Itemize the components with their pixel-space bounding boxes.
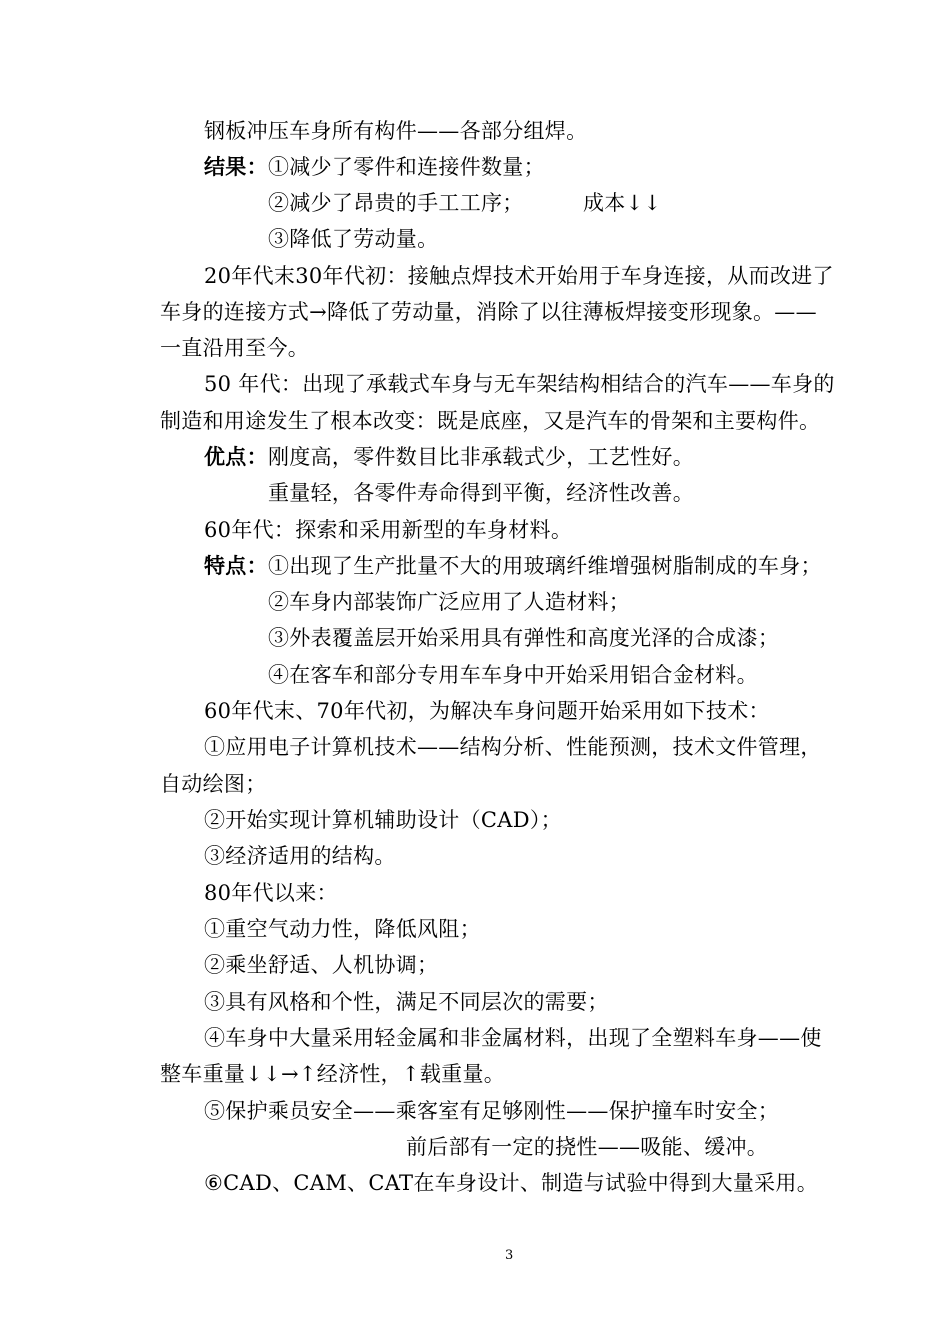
text-line: ②开始实现计算机辅助设计（CAD）； xyxy=(204,808,562,832)
text-line: 钢板冲压车身所有构件——各部分组焊。 xyxy=(204,119,588,143)
text-line: 制造和用途发生了根本改变：既是底座，又是汽车的骨架和主要构件。 xyxy=(160,409,821,433)
text-line: ②减少了昂贵的手工工序； xyxy=(268,191,524,215)
text-line: 整车重量↓↓→↑经济性，↑载重量。 xyxy=(160,1062,506,1086)
text-line: 刚度高，零件数目比非承载式少，工艺性好。 xyxy=(268,445,694,469)
text-line: 60年代：探索和采用新型的车身材料。 xyxy=(204,518,573,542)
text-line: ②乘坐舒适、人机协调； xyxy=(204,953,439,977)
text-line: 车身的连接方式→降低了劳动量，消除了以往薄板焊接变形现象。—— xyxy=(160,300,817,324)
label-result: 结果： xyxy=(204,155,268,179)
text-line: ③降低了劳动量。 xyxy=(268,227,439,251)
text-line: 前后部有一定的挠性——吸能、缓冲。 xyxy=(406,1135,769,1159)
text-line: ①重空气动力性，降低风阻； xyxy=(204,917,481,941)
text-line: 80年代以来： xyxy=(204,881,338,905)
text-line: ④在客车和部分专用车车身中开始采用铝合金材料。 xyxy=(268,663,758,687)
text-line: ③经济适用的结构。 xyxy=(204,844,396,868)
text-line: 重量轻，各零件寿命得到平衡，经济性改善。 xyxy=(268,481,694,505)
label-advantage: 优点： xyxy=(204,445,268,469)
text-line: ③外表覆盖层开始采用具有弹性和高度光泽的合成漆； xyxy=(268,626,780,650)
cost-note: 成本↓↓ xyxy=(583,191,662,215)
page-number: 3 xyxy=(505,1248,514,1263)
text-line: 50 年代：出现了承载式车身与无车架结构相结合的汽车——车身的 xyxy=(204,372,835,396)
label-feature: 特点： xyxy=(204,554,268,578)
text-line: ①减少了零件和连接件数量； xyxy=(268,155,545,179)
text-line: ⑤保护乘员安全——乘客室有足够刚性——保护撞车时安全； xyxy=(204,1099,780,1123)
text-line: 一直沿用至今。 xyxy=(160,336,310,360)
text-line: 自动绘图； xyxy=(160,772,267,796)
text-line: ①应用电子计算机技术——结构分析、性能预测，技术文件管理， xyxy=(204,735,822,759)
text-line: ③具有风格和个性，满足不同层次的需要； xyxy=(204,990,609,1014)
text-line: ①出现了生产批量不大的用玻璃纤维增强树脂制成的车身； xyxy=(268,554,822,578)
text-line: 60年代末、70年代初，为解决车身问题开始采用如下技术： xyxy=(204,699,770,723)
text-line: ②车身内部装饰广泛应用了人造材料； xyxy=(268,590,631,614)
text-line: 20年代末30年代初：接触点焊技术开始用于车身连接，从而改进了 xyxy=(204,264,834,288)
text-line: ④车身中大量采用轻金属和非金属材料，出现了全塑料车身——使 xyxy=(204,1026,822,1050)
text-line: ⑥CAD、CAM、CAT在车身设计、制造与试验中得到大量采用。 xyxy=(204,1171,819,1195)
